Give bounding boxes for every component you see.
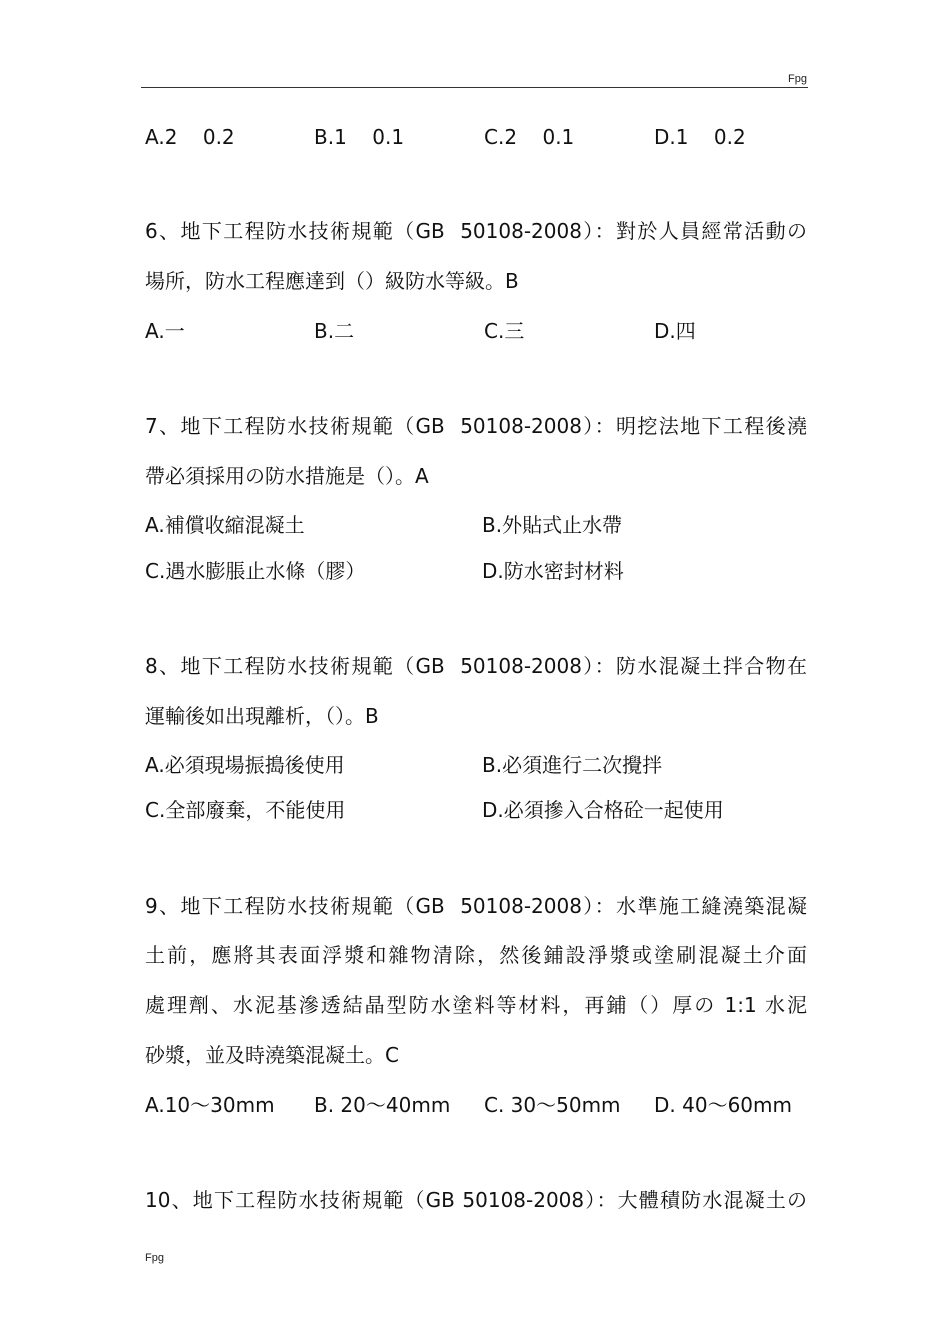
q9-option-b: B. 20～40mm: [314, 1093, 451, 1117]
q9-text-line-1: 9、地下工程防水技術規範（GB 50108-2008）：水準施工縫澆築混凝: [145, 894, 807, 918]
q7-option-d: D.防水密封材料: [482, 559, 624, 583]
q6-option-d: D.四: [654, 319, 696, 343]
q9-option-d: D. 40～60mm: [654, 1093, 792, 1117]
q9-text-line-4: 砂漿，並及時澆築混凝土。C: [145, 1043, 399, 1067]
q8-text-line-2: 運輸後如出現離析，（）。B: [145, 704, 379, 728]
q7-option-c: C.遇水膨脹止水條（膠）: [145, 559, 366, 583]
q7-option-b: B.外貼式止水帶: [482, 513, 623, 537]
q5-option-c: C.2 0.1: [484, 125, 575, 149]
q5-option-b: B.1 0.1: [314, 125, 405, 149]
q8-option-d: D.必須摻入合格砼一起使用: [482, 798, 724, 822]
q10-text-line-1: 10、地下工程防水技術規範（GB 50108-2008）：大體積防水混凝土の: [145, 1188, 807, 1212]
q6-text-line-2: 場所，防水工程應達到（）級防水等級。B: [145, 269, 519, 293]
q9-text-line-2: 土前，應將其表面浮漿和雜物清除，然後鋪設淨漿或塗刷混凝土介面: [145, 943, 807, 967]
q7-text-line-2: 帶必須採用の防水措施是（）。A: [145, 464, 429, 488]
q9-option-a: A.10～30mm: [145, 1093, 275, 1117]
q7-option-a: A.補償收縮混凝土: [145, 513, 305, 537]
header-rule: [141, 87, 808, 88]
q5-option-a: A.2 0.2: [145, 125, 235, 149]
q8-option-a: A.必須現場振搗後使用: [145, 753, 345, 777]
q6-option-a: A.一: [145, 319, 185, 343]
q5-option-d: D.1 0.2: [654, 125, 746, 149]
q9-option-c: C. 30～50mm: [484, 1093, 621, 1117]
page-header: Fpg: [788, 73, 807, 85]
page-footer: Fpg: [145, 1252, 164, 1264]
q6-option-c: C.三: [484, 319, 525, 343]
q6-text-line-1: 6、地下工程防水技術規範（GB 50108-2008）：對於人員經常活動の: [145, 219, 807, 243]
q6-option-b: B.二: [314, 319, 355, 343]
q9-text-line-3: 處理劑、水泥基滲透結晶型防水塗料等材料，再鋪（）厚の 1:1 水泥: [145, 993, 807, 1017]
q7-text-line-1: 7、地下工程防水技術規範（GB 50108-2008）：明挖法地下工程後澆: [145, 414, 807, 438]
q8-text-line-1: 8、地下工程防水技術規範（GB 50108-2008）：防水混凝土拌合物在: [145, 654, 807, 678]
q8-option-c: C.全部廢棄，不能使用: [145, 798, 346, 822]
q8-option-b: B.必須進行二次攪拌: [482, 753, 663, 777]
